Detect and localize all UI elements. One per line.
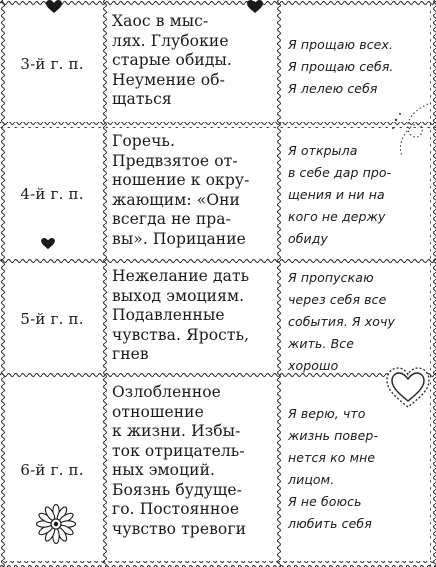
problem-line: го. Постоянное [112,500,240,518]
affirmation-line: Я не боюсь [288,494,362,509]
affirmation-line: Я прощаю себя. [288,59,394,74]
problem-line: старые обиды. [112,51,232,69]
problem-line: отношение [112,402,204,421]
affirmation-line: обиду [288,231,329,246]
grade-cell: 3-й г. п. [20,55,84,73]
problem-line: Нежелание дать [112,267,250,285]
bottom-border [0,561,436,567]
grade-cell: 6-й г. п. [20,461,84,479]
problem-line: щаться [112,90,172,108]
affirmation-cell [288,403,430,535]
problem-line: Боязнь будуще- [112,480,242,499]
affirmation-line: жить. Все [288,336,355,351]
problem-line: лях. Глубокие [112,31,229,50]
affirmation-line: в себе дар про- [288,165,392,180]
daisy-icon [36,504,76,544]
problem-line: Предвзятое от- [112,151,238,170]
table-row [0,6,436,122]
problem-line: ток отрицатель- [112,441,245,460]
heart-icon [41,238,55,250]
affirmation-cell [288,34,430,100]
table-row [0,265,436,373]
affirmation-line: Я прощаю всех. [288,37,394,52]
problem-line: Подавленные [112,306,225,324]
problem-line: Горечь. [112,132,176,150]
grade-cell: 5-й г. п. [20,310,84,328]
problem-line: Неумение об- [112,70,225,89]
problem-line: чувство тревоги [112,519,247,538]
grade-cell: 4-й г. п. [20,184,84,203]
problem-line: ношение к окру- [112,171,250,189]
problem-cell [112,267,274,365]
problem-line: жающим: «Они [112,190,240,209]
problem-line: Озлобленное [112,383,221,401]
affirmation-line: через себя все [288,292,387,307]
problem-line: к жизни. Избы- [112,422,241,440]
problem-cell [112,383,274,539]
problem-line: гнев [112,345,149,363]
affirmation-cell [288,267,430,377]
problem-line: ных эмоций. [112,461,216,479]
affirmation-line: Я открыла [288,143,358,158]
affirmation-line: Я пропускаю [288,270,374,285]
affirmation-line: события. Я хочу [288,314,395,329]
problem-line: Хаос в мыс- [112,12,209,30]
problem-line: вы». Порицание [112,229,246,248]
table-row [0,128,436,259]
affirmation-line: лицом. [288,472,335,487]
outline-heart-icon [384,365,432,411]
problem-line: выход эмоциям. [112,286,245,305]
problem-cell [112,12,274,110]
problem-cell [112,132,274,249]
dotted-swirl-icon [388,100,432,160]
problem-line: чувства. Ярость, [112,325,250,344]
affirmation-line: жизнь повер- [288,428,379,443]
heart-icon [247,0,263,14]
problem-line: всегда не пра- [112,210,231,228]
affirmation-line: Я лелею себя [288,81,378,96]
affirmation-line: нется ко мне [288,450,376,465]
affirmation-line: щения и ни на [288,187,385,202]
affirmation-line: любить себя [288,516,372,531]
affirmation-line: кого не держу [288,209,386,224]
affirmation-line: Я верю, что [288,406,366,421]
affirmation-line: хорошо [288,358,339,373]
heart-icon [46,0,62,14]
